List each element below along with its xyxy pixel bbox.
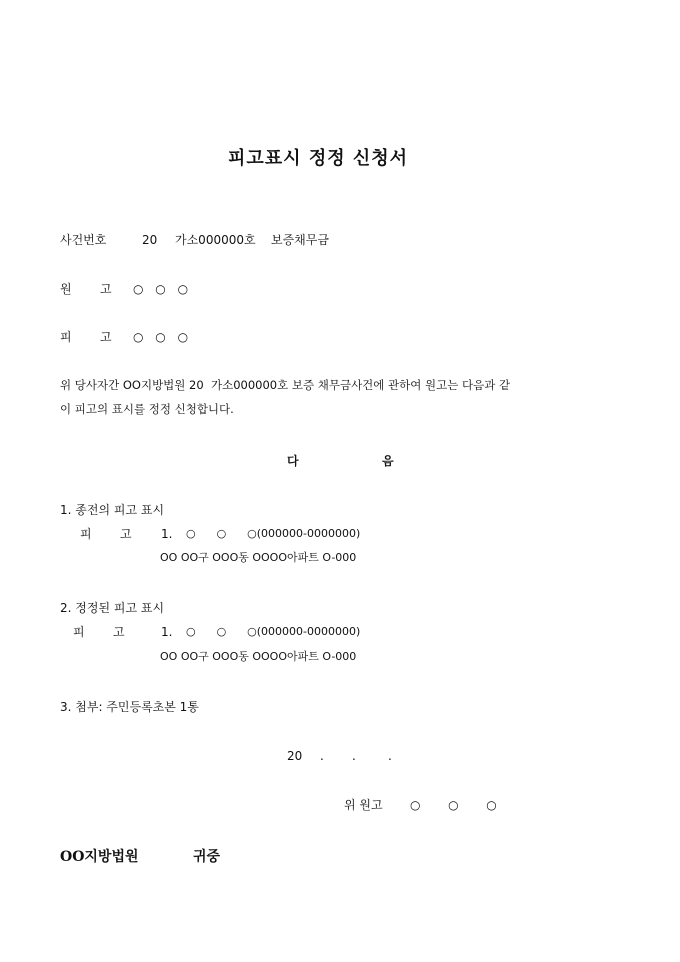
item1-heading: 1. 종전의 피고 표시 <box>60 503 165 517</box>
item2-label-1: 피 <box>73 625 85 639</box>
body-line-2: 이 피고의 표시를 정정 신청합니다. <box>60 402 234 416</box>
item3-heading: 3. 첨부: 주민등록초본 1통 <box>60 700 199 714</box>
case-name: 보증채무금 <box>271 233 329 247</box>
defendant-label-2: 고 <box>100 330 112 344</box>
item1-label-2: 고 <box>120 527 132 541</box>
document-title: 피고표시 정정 신청서 <box>228 148 409 169</box>
date-dot-2: . <box>352 749 356 763</box>
item2-label-2: 고 <box>113 625 125 639</box>
item2-name: ○ ○ ○(000000-0000000) <box>186 625 361 638</box>
heading-char-1: 다 <box>287 454 299 468</box>
item1-address: OO OO구 OOO동 OOOO아파트 O-000 <box>160 551 357 564</box>
date-dot-3: . <box>388 749 392 763</box>
date-dot-1: . <box>320 749 324 763</box>
heading-char-2: 음 <box>382 454 394 468</box>
item1-num: 1. <box>161 527 173 541</box>
item1-name: ○ ○ ○(000000-0000000) <box>186 527 361 540</box>
item1-label-1: 피 <box>80 527 92 541</box>
item2-address: OO OO구 OOO동 OOOO아파트 O-000 <box>160 650 357 663</box>
plaintiff-name: ○ ○ ○ <box>133 282 189 296</box>
case-label: 사건번호 <box>60 233 107 247</box>
item2-heading: 2. 정정된 피고 표시 <box>60 601 165 615</box>
court-name: OO지방법원 <box>60 849 139 865</box>
date-year: 20 <box>287 749 303 763</box>
signature-name: ○ ○ ○ <box>410 798 497 812</box>
plaintiff-label-2: 고 <box>100 282 112 296</box>
court-suffix: 귀중 <box>193 849 221 865</box>
body-line-1: 위 당사자간 OO지방법원 20 가소000000호 보증 채무금사건에 관하여 원고는 다음과 같 <box>60 378 511 392</box>
case-year: 20 <box>142 233 158 247</box>
defendant-name: ○ ○ ○ <box>133 330 189 344</box>
defendant-label-1: 피 <box>60 330 72 344</box>
plaintiff-label-1: 원 <box>60 282 72 296</box>
signature-label: 위 원고 <box>344 798 383 812</box>
case-number: 가소000000호 <box>175 233 256 247</box>
item2-num: 1. <box>161 625 173 639</box>
